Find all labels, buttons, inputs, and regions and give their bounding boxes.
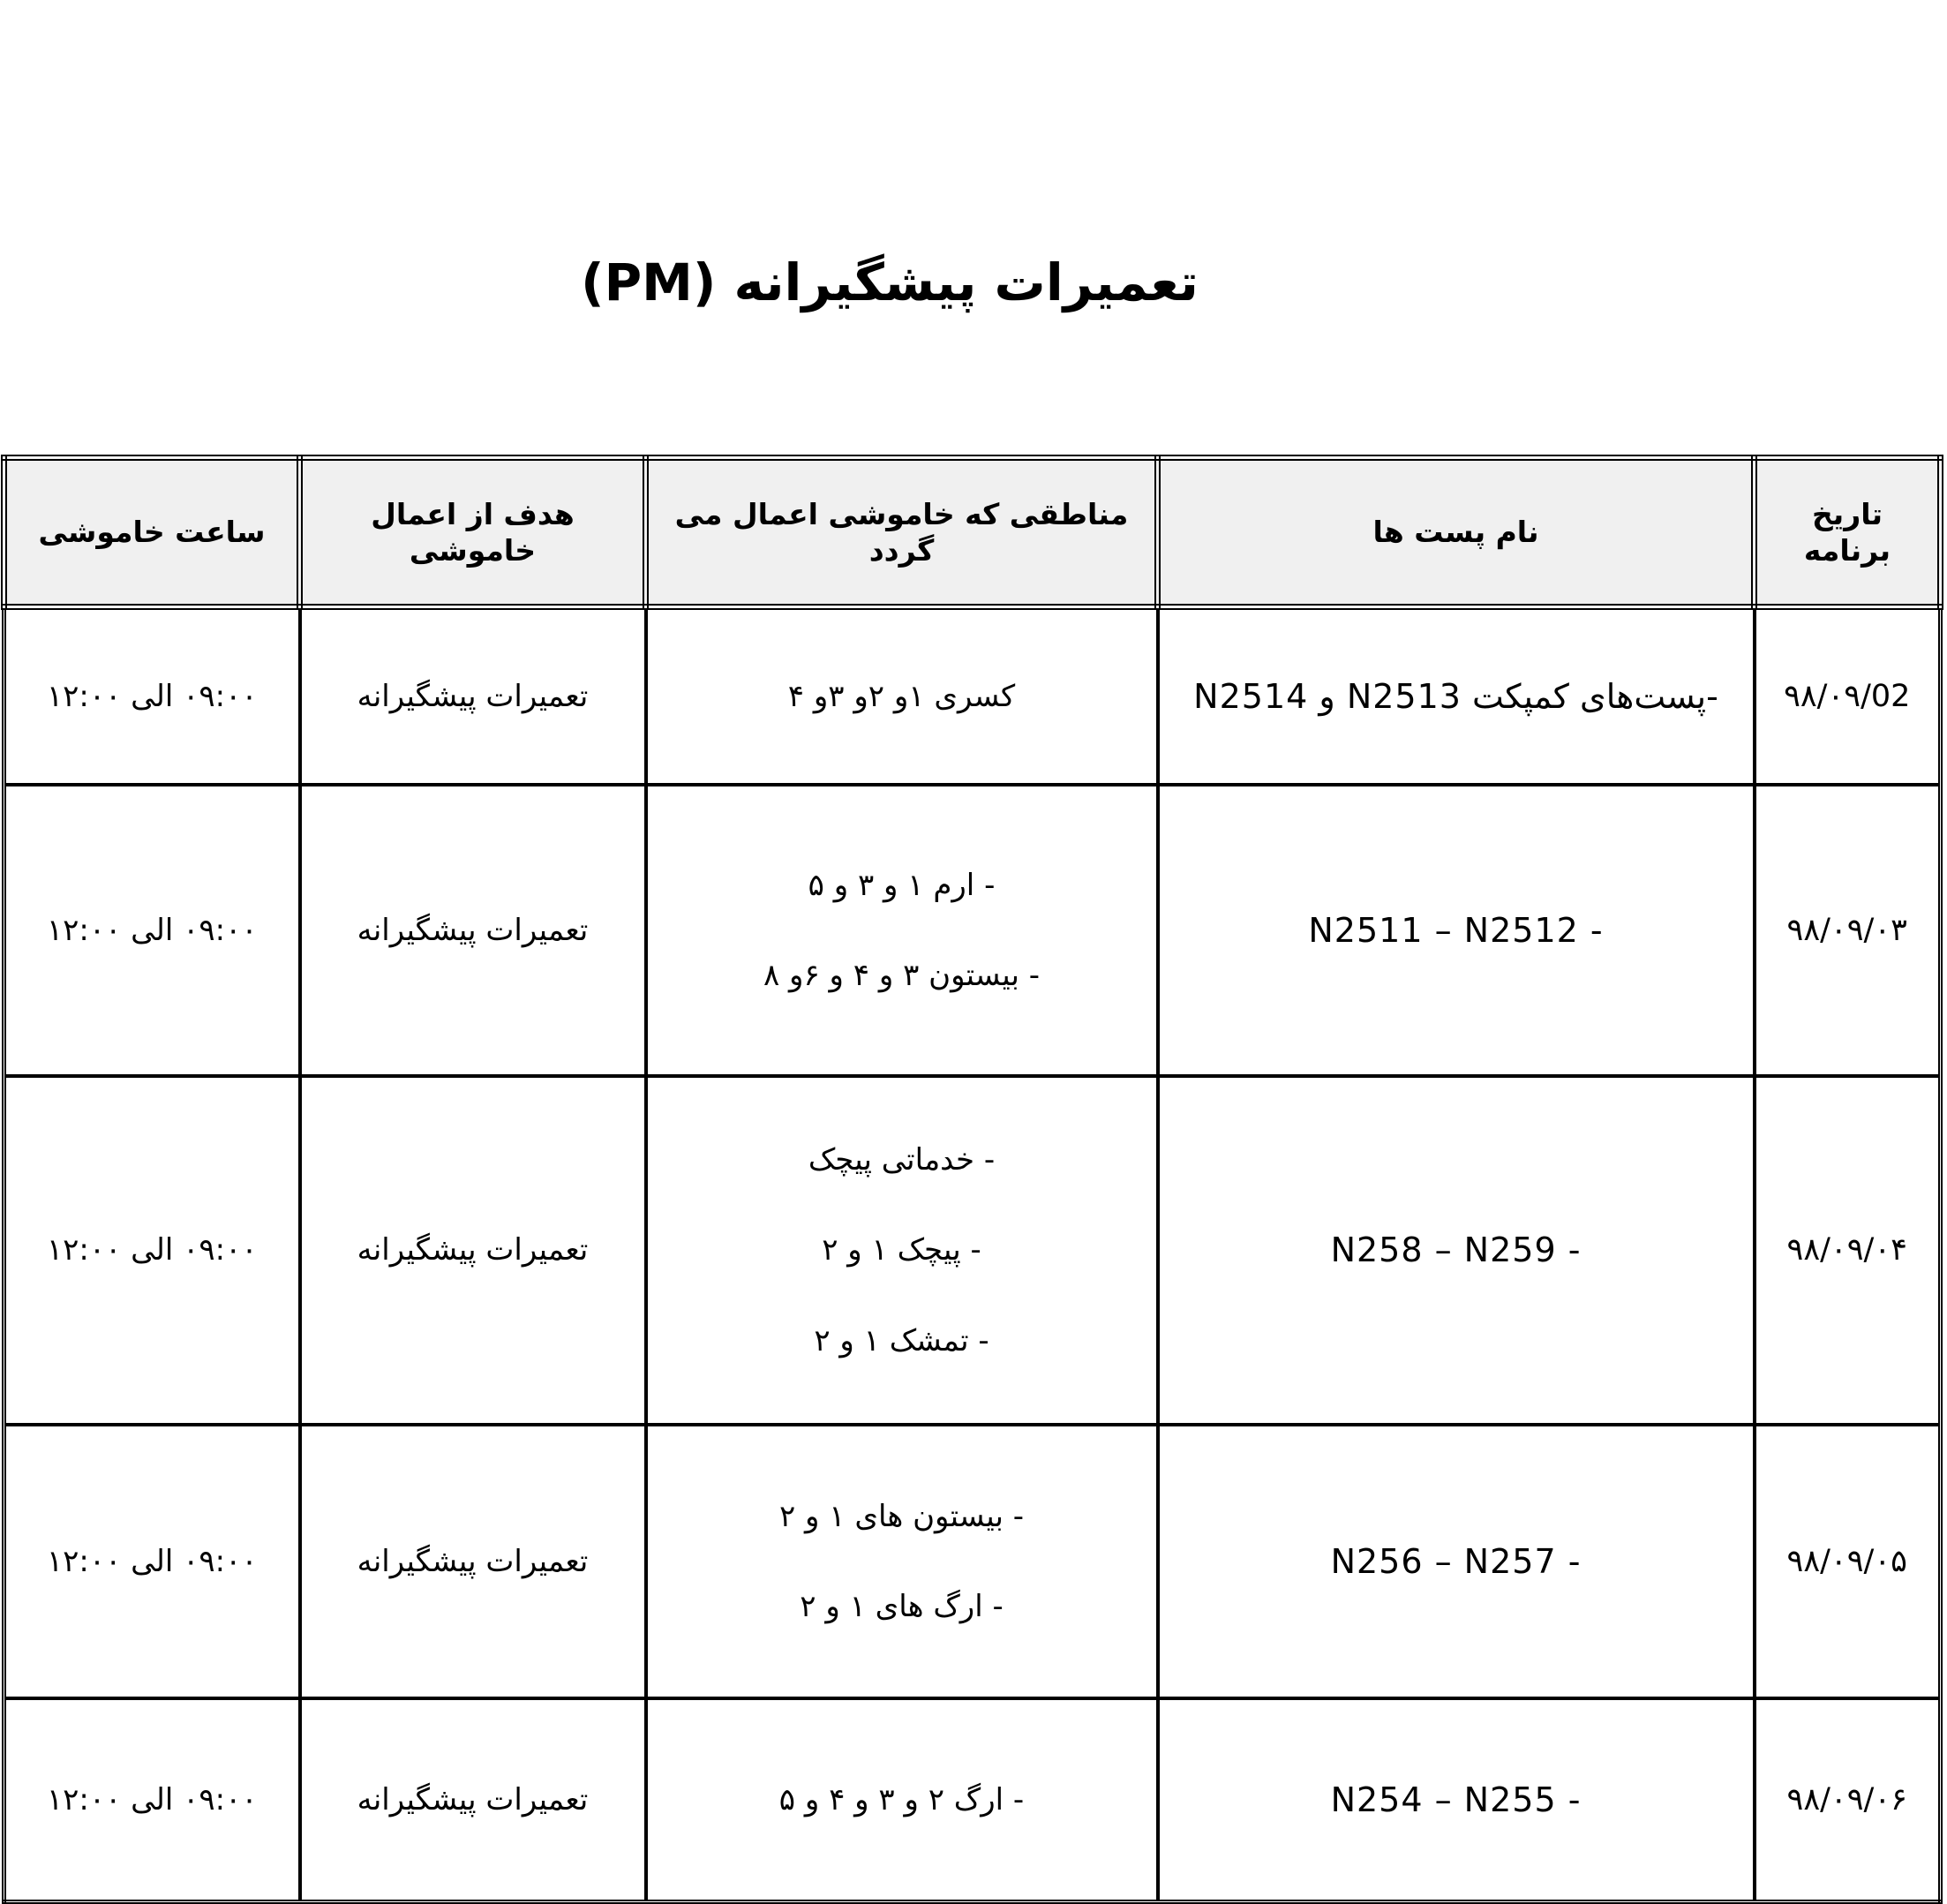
cell-areas: [646, 1698, 1158, 1902]
cell-purpose: تعمیرات پیشگیرانه: [300, 1698, 646, 1902]
table-header-row: [4, 458, 1941, 607]
area-line: - ارگ ۲ و ۳ و ۴ و ۵: [778, 1781, 1025, 1817]
cell-purpose: تعمیرات پیشگیرانه: [300, 785, 646, 1076]
cell-posts: - N256 – N257: [1158, 1425, 1755, 1698]
cell-areas: [646, 1425, 1158, 1698]
cell-time: ۰۹:۰۰ الی ۱۲:۰۰: [4, 1425, 300, 1698]
table-row: [4, 607, 1941, 786]
cell-posts: -پست‌های کمپکت N2513 و N2514: [1158, 607, 1755, 786]
cell-areas: [646, 1076, 1158, 1425]
area-line: - خدماتی پیچک: [808, 1142, 996, 1178]
cell-time: ۰۹:۰۰ الی ۱۲:۰۰: [4, 1076, 300, 1425]
column-header-date: تاریخ برنامه: [1755, 458, 1941, 607]
column-header-posts: نام پست ها: [1158, 458, 1755, 607]
area-line: - بیستون ۳ و ۴ و ۶و ۸: [763, 958, 1041, 993]
page-title: تعمیرات پیشگیرانه (PM): [581, 252, 1199, 312]
pm-schedule-table-container: [7, 455, 1943, 1904]
table-row: [4, 1698, 1941, 1902]
column-header-purpose: هدف از اعمال خاموشی: [300, 458, 646, 607]
cell-date: ۹۸/۰۹/۰۴: [1755, 1076, 1941, 1425]
table-header: [4, 458, 1941, 607]
area-line: - پیچک ۱ و ۲: [822, 1232, 981, 1268]
cell-date: ۹۸/۰۹/۰۵: [1755, 1425, 1941, 1698]
table-row: [4, 1076, 1941, 1425]
pm-schedule-table: [1, 455, 1943, 1904]
table-row: [4, 1425, 1941, 1698]
table-row: [4, 785, 1941, 1076]
cell-posts: - N2511 – N2512: [1158, 785, 1755, 1076]
area-line: - بیستون های ۱ و ۲: [778, 1498, 1025, 1534]
cell-purpose: تعمیرات پیشگیرانه: [300, 607, 646, 786]
column-header-areas: مناطقی که خاموشی اعمال می گردد: [646, 458, 1158, 607]
area-line: کسری ۱و ۲و ۳و ۴: [787, 678, 1016, 714]
cell-date: ۹۸/۰۹/۰۳: [1755, 785, 1941, 1076]
cell-time: ۰۹:۰۰ الی ۱۲:۰۰: [4, 607, 300, 786]
cell-purpose: تعمیرات پیشگیرانه: [300, 1425, 646, 1698]
table-body: [4, 607, 1941, 1902]
cell-areas: [646, 607, 1158, 786]
cell-time: ۰۹:۰۰ الی ۱۲:۰۰: [4, 1698, 300, 1902]
cell-date: ۹۸/۰۹/02: [1755, 607, 1941, 786]
cell-areas: [646, 785, 1158, 1076]
cell-purpose: تعمیرات پیشگیرانه: [300, 1076, 646, 1425]
cell-posts: - N258 – N259: [1158, 1076, 1755, 1425]
area-line: - ارگ های ۱ و ۲: [800, 1589, 1004, 1624]
area-line: - ارم ۱ و ۳ و ۵: [808, 867, 996, 903]
cell-time: ۰۹:۰۰ الی ۱۲:۰۰: [4, 785, 300, 1076]
area-line: - تمشک ۱ و ۲: [814, 1322, 989, 1358]
cell-posts: - N254 – N255: [1158, 1698, 1755, 1902]
column-header-time: ساعت خاموشی: [4, 458, 300, 607]
cell-date: ۹۸/۰۹/۰۶: [1755, 1698, 1941, 1902]
